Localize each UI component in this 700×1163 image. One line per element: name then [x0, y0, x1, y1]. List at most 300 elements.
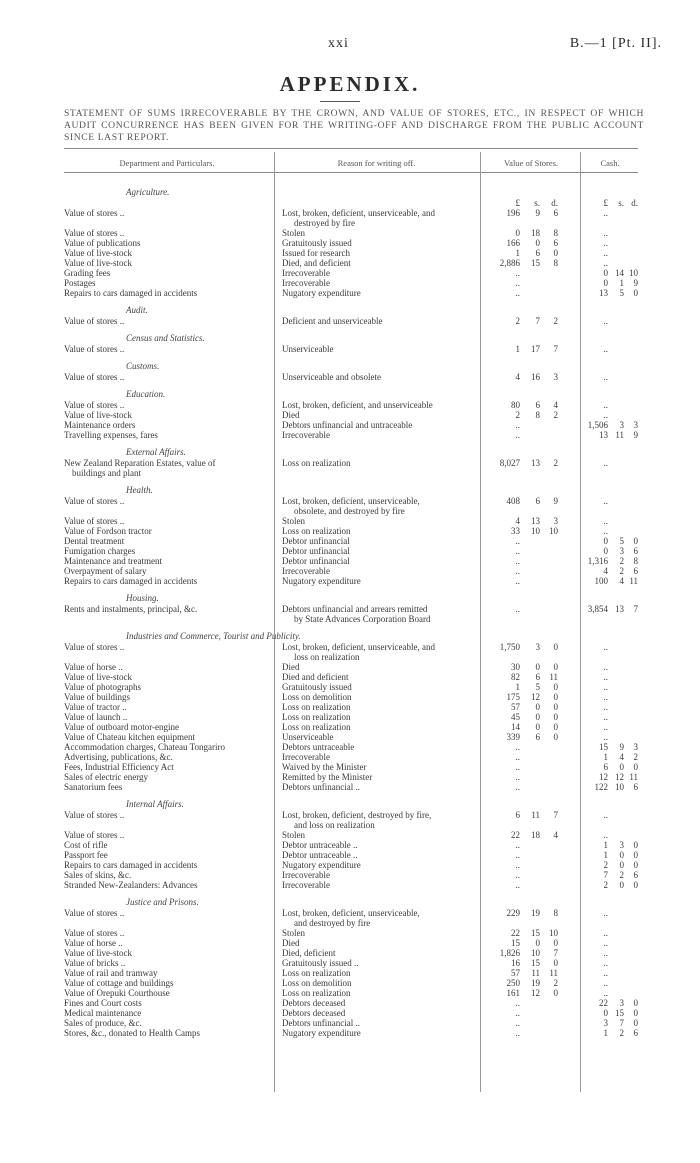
stores-pence: 7	[553, 948, 558, 958]
stores-pence: 0	[553, 988, 558, 998]
stores-pounds: ..	[515, 1028, 520, 1038]
table-row	[64, 763, 638, 773]
row-particulars: Stores, &c., donated to Health Camps	[64, 1029, 200, 1038]
row-reason: Loss on realization	[282, 989, 351, 998]
cash-pounds: 1	[603, 840, 608, 850]
table-row	[64, 811, 638, 831]
stores-pounds: 229	[506, 908, 520, 918]
row-particulars: Travelling expenses, fares	[64, 431, 158, 440]
table-row	[64, 773, 638, 783]
row-reason: Died	[282, 411, 300, 420]
section-title: Agriculture.	[126, 187, 170, 197]
row-reason: Debtors deceased	[282, 999, 346, 1008]
section-title: Internal Affairs.	[126, 799, 184, 809]
stores-pounds: ..	[515, 1008, 520, 1018]
table-row	[64, 249, 638, 259]
stores-shillings: 6	[535, 496, 540, 506]
unit-label: d.	[551, 198, 558, 208]
row-particulars: Advertising, publications, &c.	[64, 753, 173, 762]
row-reason-continued: destroyed by fire	[294, 218, 355, 228]
cash-pence: 9	[633, 278, 638, 288]
row-reason: Irrecoverable	[282, 431, 330, 440]
stores-pence: 7	[553, 810, 558, 820]
cash-pounds: ..	[603, 830, 608, 840]
row-reason-continued: obsolete, and destroyed by fire	[294, 506, 405, 516]
row-reason-continued: and destroyed by fire	[294, 918, 371, 928]
unit-label: £	[515, 198, 520, 208]
stores-pounds: ..	[515, 850, 520, 860]
row-particulars: Value of stores ..	[64, 643, 125, 652]
table-row	[64, 401, 638, 411]
stores-pounds: 22	[511, 928, 520, 938]
table-row	[64, 979, 638, 989]
cash-pence: 2	[633, 752, 638, 762]
row-particulars: Value of outboard motor-engine	[64, 723, 180, 732]
stores-pence: 4	[553, 830, 558, 840]
table-row	[64, 289, 638, 299]
stores-pounds: ..	[515, 420, 520, 430]
stores-shillings: 6	[535, 732, 540, 742]
cash-pounds: ..	[603, 526, 608, 536]
row-reason: Died and deficient	[282, 673, 349, 682]
cash-pounds: 100	[594, 576, 608, 586]
stores-pence: 4	[553, 400, 558, 410]
cash-pence: 0	[633, 880, 638, 890]
appendix-title: APPENDIX.	[279, 72, 421, 96]
stores-shillings: 9	[535, 208, 540, 218]
stores-pounds: 175	[506, 692, 520, 702]
row-particulars: Value of Orepuki Courthouse	[64, 989, 170, 998]
cash-pence: 0	[633, 840, 638, 850]
row-reason: Nugatory expenditure	[282, 861, 361, 870]
row-particulars: Accommodation charges, Chateau Tongariro	[64, 743, 225, 752]
row-reason: Waived by the Minister	[282, 763, 367, 772]
cash-pounds: ..	[603, 258, 608, 268]
table-header	[64, 152, 638, 173]
stores-pounds: ..	[515, 860, 520, 870]
row-particulars: Repairs to cars damaged in accidents	[64, 861, 198, 870]
cash-pence: 0	[633, 536, 638, 546]
cash-pounds: ..	[603, 248, 608, 258]
table-row	[64, 527, 638, 537]
stores-pounds: 166	[506, 238, 520, 248]
stores-pounds: 1,750	[499, 642, 520, 652]
table-row	[64, 497, 638, 517]
row-particulars: Value of stores ..	[64, 401, 125, 410]
cash-pounds: ..	[603, 908, 608, 918]
table-row	[64, 537, 638, 547]
cash-pounds: ..	[603, 968, 608, 978]
cash-pounds: ..	[603, 208, 608, 218]
stores-shillings: 6	[535, 248, 540, 258]
stores-pounds: 33	[511, 526, 520, 536]
stores-pence: 8	[553, 908, 558, 918]
stores-pounds: 57	[511, 968, 520, 978]
cash-pounds: ..	[603, 410, 608, 420]
statement-table-body	[64, 186, 638, 1039]
stores-shillings: 10	[531, 526, 540, 536]
row-reason: Lost, broken, deficient, unserviceable, and	[282, 643, 435, 652]
cash-shillings: 0	[619, 880, 624, 890]
stores-pounds: 15	[511, 938, 520, 948]
cash-pounds: ..	[603, 938, 608, 948]
row-particulars: Value of cottage and buildings	[64, 979, 174, 988]
table-row	[64, 1019, 638, 1029]
row-reason: Loss on realization	[282, 703, 351, 712]
column-header-department: Department and Particulars.	[119, 158, 215, 168]
row-particulars: Value of stores ..	[64, 517, 125, 526]
stores-shillings: 15	[531, 928, 540, 938]
table-row	[64, 605, 638, 625]
stores-pence: 3	[553, 372, 558, 382]
table-row	[64, 1029, 638, 1039]
stores-pounds: ..	[515, 1018, 520, 1028]
statement-heading: STATEMENT OF SUMS IRRECOVERABLE BY THE CROWN, AND VALUE OF STORES, ETC., IN RESPECT OF WHICH AUDIT CONCURRENCE HAS BEEN GIVEN FOR THE WRITING-OFF AND DISCHARGE FROM THE PUBLIC ACCOUNT SINCE LAST REPORT.	[64, 108, 644, 143]
cash-pence: 6	[633, 782, 638, 792]
cash-pence: 6	[633, 1028, 638, 1038]
stores-pence: 9	[553, 496, 558, 506]
row-reason: Lost, broken, deficient, destroyed by fire,	[282, 811, 432, 820]
row-reason: Loss on realization	[282, 459, 351, 468]
stores-shillings: 19	[531, 978, 540, 988]
stores-shillings: 7	[535, 316, 540, 326]
cash-pounds: ..	[603, 682, 608, 692]
table-row	[64, 683, 638, 693]
row-reason: Irrecoverable	[282, 753, 330, 762]
table-row	[64, 783, 638, 793]
row-particulars: Sales of produce, &c.	[64, 1019, 142, 1028]
stores-shillings: 16	[531, 372, 540, 382]
stores-shillings: 0	[535, 662, 540, 672]
row-particulars: Fees, Industrial Efficiency Act	[64, 763, 174, 772]
stores-pounds: 408	[506, 496, 520, 506]
row-reason: Debtor unfinancial	[282, 547, 350, 556]
row-reason: Issued for research	[282, 249, 350, 258]
row-particulars: Value of stores ..	[64, 373, 125, 382]
row-reason: Loss on realization	[282, 723, 351, 732]
cash-pounds: 7	[603, 870, 608, 880]
row-particulars: Sanatorium fees	[64, 783, 123, 792]
table-row	[64, 881, 638, 891]
row-particulars: Value of stores ..	[64, 909, 125, 918]
cash-pounds: 12	[599, 772, 608, 782]
stores-pounds: ..	[515, 604, 520, 614]
stores-pounds: ..	[515, 998, 520, 1008]
row-reason: Irrecoverable	[282, 567, 330, 576]
section-title: Justice and Prisons.	[126, 897, 199, 907]
row-particulars: Value of bricks ..	[64, 959, 126, 968]
row-particulars: Cost of rifle	[64, 841, 108, 850]
table-row	[64, 643, 638, 663]
cash-pounds: 2	[603, 880, 608, 890]
cash-pounds: 3	[603, 1018, 608, 1028]
row-particulars: Value of stores ..	[64, 929, 125, 938]
column-header-stores: Value of Stores.	[503, 158, 559, 168]
stores-pounds: 4	[515, 516, 520, 526]
cash-pence: 0	[633, 998, 638, 1008]
stores-pounds: 250	[506, 978, 520, 988]
table-row	[64, 431, 638, 441]
stores-pounds: 2	[515, 410, 520, 420]
cash-shillings: 10	[615, 782, 624, 792]
cash-shillings: 3	[619, 546, 624, 556]
units-row	[64, 199, 638, 209]
row-particulars: Repairs to cars damaged in accidents	[64, 577, 198, 586]
table-row	[64, 723, 638, 733]
row-reason: Gratuitously issued	[282, 683, 352, 692]
stores-shillings: 13	[531, 516, 540, 526]
stores-pounds: 1,826	[499, 948, 520, 958]
cash-pence: 0	[633, 288, 638, 298]
row-reason: Nugatory expenditure	[282, 1029, 361, 1038]
cash-pounds: 13	[599, 430, 608, 440]
row-particulars: Maintenance orders	[64, 421, 136, 430]
row-reason: Debtors unfinancial and arrears remitted	[282, 605, 428, 614]
cash-pounds: ..	[603, 958, 608, 968]
stores-pounds: ..	[515, 782, 520, 792]
row-particulars: Value of stores ..	[64, 345, 125, 354]
row-particulars: Value of tractor ..	[64, 703, 127, 712]
stores-pounds: 4	[515, 372, 520, 382]
stores-shillings: 0	[535, 702, 540, 712]
stores-shillings: 18	[531, 830, 540, 840]
table-row	[64, 345, 638, 355]
cash-shillings: 3	[619, 998, 624, 1008]
row-particulars: Value of rail and tramway	[64, 969, 158, 978]
stores-pounds: 16	[511, 958, 520, 968]
stores-pounds: ..	[515, 880, 520, 890]
cash-pence: 3	[633, 742, 638, 752]
row-reason: Debtors unfinancial ..	[282, 783, 360, 792]
row-reason: Debtors unfinancial ..	[282, 1019, 360, 1028]
cash-shillings: 2	[619, 566, 624, 576]
stores-pence: 11	[549, 968, 558, 978]
table-row	[64, 733, 638, 743]
unit-label: s.	[534, 198, 540, 208]
cash-pence: 9	[633, 430, 638, 440]
table-row	[64, 547, 638, 557]
column-header-reason: Reason for writing off.	[337, 158, 416, 168]
table-row	[64, 693, 638, 703]
stores-shillings: 12	[531, 692, 540, 702]
row-particulars: Medical maintenance	[64, 1009, 142, 1018]
table-row	[64, 929, 638, 939]
row-particulars: Value of live-stock	[64, 949, 132, 958]
table-row	[64, 567, 638, 577]
stores-pounds: 1	[515, 248, 520, 258]
stores-pounds: ..	[515, 288, 520, 298]
table-row	[64, 949, 638, 959]
stores-pence: 7	[553, 344, 558, 354]
stores-shillings: 0	[535, 938, 540, 948]
stores-pounds: 1	[515, 682, 520, 692]
table-row	[64, 851, 638, 861]
row-reason: Stolen	[282, 831, 306, 840]
cash-shillings: 2	[619, 1028, 624, 1038]
row-reason: Irrecoverable	[282, 871, 330, 880]
cash-shillings: 5	[619, 536, 624, 546]
stores-shillings: 5	[535, 682, 540, 692]
cash-pounds: ..	[603, 702, 608, 712]
cash-pounds: ..	[603, 496, 608, 506]
cash-pounds: ..	[603, 516, 608, 526]
row-particulars: Value of publications	[64, 239, 141, 248]
row-reason: Gratuitously issued	[282, 239, 352, 248]
row-reason: Died, deficient	[282, 949, 336, 958]
row-particulars: Postages	[64, 279, 96, 288]
row-reason: Loss on demolition	[282, 693, 352, 702]
table-row	[64, 459, 638, 479]
cash-shillings: 3	[619, 420, 624, 430]
cash-pounds: 0	[603, 268, 608, 278]
stores-pounds: ..	[515, 566, 520, 576]
row-reason: Debtor unfinancial	[282, 537, 350, 546]
table-row	[64, 713, 638, 723]
cash-pence: 0	[633, 762, 638, 772]
stores-pounds: 82	[511, 672, 520, 682]
row-particulars: Value of launch ..	[64, 713, 128, 722]
cash-pence: 0	[633, 850, 638, 860]
row-particulars: Grading fees	[64, 269, 111, 278]
stores-pounds: 2,886	[499, 258, 520, 268]
stores-pounds: ..	[515, 840, 520, 850]
table-row	[64, 871, 638, 881]
row-reason: Stolen	[282, 229, 306, 238]
row-particulars: New Zealand Reparation Estates, value of	[64, 459, 216, 468]
row-reason: Gratuitously issued ..	[282, 959, 359, 968]
row-particulars: Fines and Court costs	[64, 999, 142, 1008]
stores-pence: 0	[553, 732, 558, 742]
cash-pounds: ..	[603, 810, 608, 820]
cash-pence: 6	[633, 870, 638, 880]
stores-pounds: 1	[515, 344, 520, 354]
stores-shillings: 3	[535, 642, 540, 652]
cash-shillings: 15	[615, 1008, 624, 1018]
cash-pounds: ..	[603, 238, 608, 248]
cash-pounds: 2	[603, 860, 608, 870]
row-reason: Remitted by the Minister	[282, 773, 373, 782]
cash-pounds: 15	[599, 742, 608, 752]
stores-pounds: 22	[511, 830, 520, 840]
cash-pence: 11	[629, 772, 638, 782]
stores-pence: 10	[549, 526, 558, 536]
stores-shillings: 11	[531, 810, 540, 820]
cash-pounds: 13	[599, 288, 608, 298]
stores-pence: 2	[553, 458, 558, 468]
cash-pounds: ..	[603, 722, 608, 732]
section-title: Census and Statistics.	[126, 333, 205, 343]
row-reason: Debtor untraceable ..	[282, 851, 358, 860]
table-row	[64, 269, 638, 279]
stores-shillings: 0	[535, 712, 540, 722]
cash-pounds: ..	[603, 372, 608, 382]
row-reason: Loss on realization	[282, 969, 351, 978]
row-reason: Debtor untraceable ..	[282, 841, 358, 850]
section-title: Audit.	[126, 305, 148, 315]
cash-pounds: ..	[603, 692, 608, 702]
stores-pounds: ..	[515, 576, 520, 586]
section-title: Housing.	[126, 593, 159, 603]
stores-pounds: ..	[515, 278, 520, 288]
stores-pence: 0	[553, 722, 558, 732]
row-particulars: Sales of skins, &c.	[64, 871, 132, 880]
unit-label: s.	[618, 198, 624, 208]
table-row	[64, 861, 638, 871]
stores-shillings: 13	[531, 458, 540, 468]
stores-pence: 0	[553, 938, 558, 948]
page-header	[0, 36, 700, 56]
stores-pounds: ..	[515, 546, 520, 556]
stores-pence: 0	[553, 642, 558, 652]
table-row	[64, 743, 638, 753]
row-reason: Irrecoverable	[282, 881, 330, 890]
row-particulars: Value of stores ..	[64, 811, 125, 820]
stores-shillings: 12	[531, 988, 540, 998]
row-reason: Died	[282, 663, 300, 672]
row-reason: Debtors deceased	[282, 1009, 346, 1018]
row-particulars: Value of live-stock	[64, 673, 132, 682]
cash-shillings: 14	[615, 268, 624, 278]
cash-shillings: 3	[619, 840, 624, 850]
cash-pounds: 1,316	[587, 556, 608, 566]
stores-pounds: 80	[511, 400, 520, 410]
row-particulars: Value of stores ..	[64, 497, 125, 506]
cash-pounds: ..	[603, 978, 608, 988]
cash-pounds: ..	[603, 988, 608, 998]
cash-shillings: 4	[619, 576, 624, 586]
row-particulars: Value of stores ..	[64, 831, 125, 840]
row-reason: Debtors unfinancial and untraceable	[282, 421, 413, 430]
stores-shillings: 15	[531, 258, 540, 268]
table-row	[64, 577, 638, 587]
row-reason: Nugatory expenditure	[282, 289, 361, 298]
table-row	[64, 753, 638, 763]
stores-pence: 6	[553, 238, 558, 248]
cash-pounds: 0	[603, 546, 608, 556]
row-reason: Stolen	[282, 517, 306, 526]
row-reason: Loss on realization	[282, 527, 351, 536]
row-particulars: Value of stores ..	[64, 229, 125, 238]
cash-shillings: 0	[619, 860, 624, 870]
cash-pounds: 1	[603, 1028, 608, 1038]
table-row	[64, 831, 638, 841]
row-reason: Loss on realization	[282, 713, 351, 722]
stores-pounds: ..	[515, 536, 520, 546]
row-particulars: Value of live-stock	[64, 259, 132, 268]
cash-pounds: ..	[603, 344, 608, 354]
cash-pounds: 3,854	[587, 604, 608, 614]
cash-pence: 6	[633, 546, 638, 556]
stores-shillings: 0	[535, 722, 540, 732]
stores-pence: 0	[553, 662, 558, 672]
cash-shillings: 12	[615, 772, 624, 782]
row-particulars: Value of buildings	[64, 693, 130, 702]
cash-pence: 8	[633, 556, 638, 566]
cash-pounds: 22	[599, 998, 608, 1008]
stores-shillings: 19	[531, 908, 540, 918]
cash-pence: 0	[633, 860, 638, 870]
cash-pence: 0	[633, 1018, 638, 1028]
stores-pounds: ..	[515, 430, 520, 440]
stores-pounds: ..	[515, 742, 520, 752]
section-title: Education.	[126, 389, 166, 399]
cash-pounds: ..	[603, 458, 608, 468]
cash-shillings: 4	[619, 752, 624, 762]
stores-pounds: 45	[511, 712, 520, 722]
cash-pence: 10	[629, 268, 638, 278]
cash-pounds: 1	[603, 850, 608, 860]
stores-shillings: 8	[535, 410, 540, 420]
